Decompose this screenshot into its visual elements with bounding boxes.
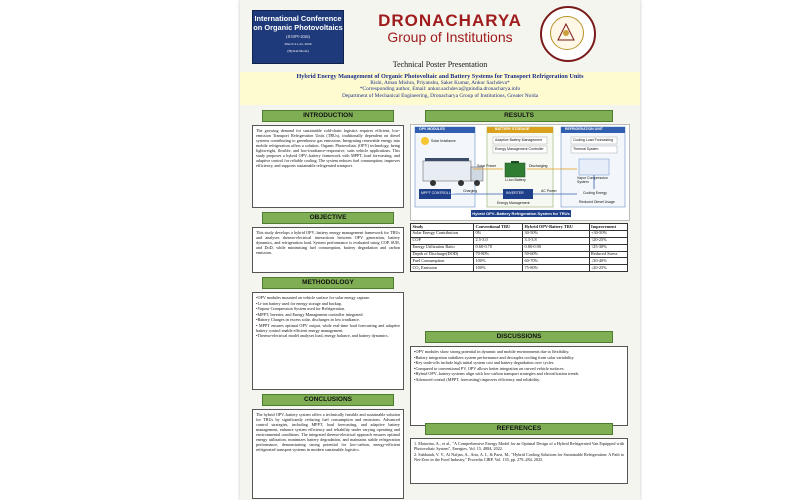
corresponding-author: *Corresponding author, Email: ankur.sachdeva@gnindia.dronacharya.info <box>359 86 521 93</box>
introduction-heading: INTRODUCTION <box>262 110 394 122</box>
table-cell: 50-60% <box>522 251 589 258</box>
truck-icon <box>423 161 471 181</box>
results-table-body <box>411 230 628 271</box>
table-cell: Fuel Consumption <box>411 258 474 265</box>
introduction-text: The growing demand for sustainable cold-chain logistics requires efficient, low-emission Transport Refrigeration Units (TRUs), traditionally dependent on diesel systems contributing to greenhouse gas emissions. Integrating renewable energy into mobile refrigeration offers a solution. Organic Photovoltaic (OPV) technology, being lightweight, flexible, and low-irradiance-responsive, suits vehicle applications. This study proposes a hybrid OPV–battery framework with MPPT, load forecasting, and adaptive control for reliable cooling. The system reduces fuel consumption, improves efficiency, and supports sustainable refrigerated transport. <box>256 128 400 168</box>
diagram-vcs: Vapor Compression System <box>577 176 608 184</box>
table-row <box>411 244 628 251</box>
methodology-item: •Thermo-electrical model analyses load, energy balance, and battery dynamics. <box>256 333 389 338</box>
conclusions-text: The hybrid OPV–battery system offers a technically feasible and sustainable solution for TRUs by significantly reducing fuel consumption and emissions. Advanced control strategies, including MPPT, load forecasting, and adaptive battery management, enhance system efficiency and reliability under varying operating and environmental conditions. The integrated thermo-electrical approach ensures optimal energy utilization, minimizes battery degradation, and maintains stable refrigeration performance, demonstrating strong potential for low-carbon, energy-efficient refrigerated transport systems in modern sustainable logistics. <box>256 412 400 452</box>
table-cell: 0.80-0.90 <box>522 244 589 251</box>
methodology-item: •Battery Charges in excess solar, discharges in low irradiance. <box>256 317 360 322</box>
references-box <box>410 438 628 484</box>
diagram-forecast: Energy Management Controller <box>495 147 544 151</box>
discussions-box <box>410 346 628 426</box>
diagram-solar-power: Solar Power <box>477 164 497 168</box>
diagram-reduced-diesel: Reduced Diesel Usage <box>579 200 615 204</box>
table-cell: 2.5-3.0 <box>474 237 523 244</box>
table-cell: 60-70% <box>522 258 589 265</box>
system-diagram <box>410 124 630 221</box>
institution-name: DRONACHARYA <box>378 11 522 30</box>
institution-seal-icon <box>540 6 596 62</box>
table-cell: ↓30-40% <box>589 258 627 265</box>
discussion-item: •Hybrid OPV–battery systems align with low-carbon transport strategies and electrification trends. <box>414 371 580 376</box>
diagram-ac-power: AC Power <box>541 189 557 193</box>
paper-authors: Rishi, Aman Mishra, Priyanshu, Saket Kumar, Ankur Sachdeva* <box>370 80 510 86</box>
table-cell: +30-50% <box>589 230 627 237</box>
table-cell: CO₂ Emission <box>411 265 474 272</box>
table-cell: 100% <box>474 258 523 265</box>
left-column <box>252 110 404 499</box>
methodology-item: •OPV modules mounted on vehicle surface for solar energy capture. <box>256 295 371 300</box>
methodology-item: •Li-ion battery used for energy storage and backup. <box>256 300 343 306</box>
results-table-header <box>411 224 628 231</box>
right-column <box>410 110 628 490</box>
conference-dates: March 21-22, 2026 <box>284 42 312 46</box>
table-cell: 30-50% <box>522 230 589 237</box>
diagram-inverter: INVERTER <box>506 191 524 195</box>
objective-text: This study develops a hybrid OPV–battery energy management framework for TRUs and analyses thermo-electrical interactions between OPV generation, battery dynamics, and refrigeration load. System performance is evaluated using COP, SUR, and DoD, while minimising fuel consumption, battery degradation and carbon emission. <box>256 230 400 255</box>
table-cell: 0.60-0.70 <box>474 244 523 251</box>
table-cell: Energy Utilization Ratio <box>411 244 474 251</box>
diagram-bms: Adaptive Battery Management <box>495 138 543 142</box>
table-cell: ↑25-30% <box>589 244 627 251</box>
table-row <box>411 265 628 272</box>
sun-icon <box>421 137 429 145</box>
conclusions-heading: CONCLUSIONS <box>262 394 394 406</box>
table-cell: ↓20-25% <box>589 265 627 272</box>
diagram-thermal: Thermal System <box>573 147 599 151</box>
table-cell: Solar Energy Contribution <box>411 230 474 237</box>
introduction-box <box>252 125 404 208</box>
poster <box>240 0 640 500</box>
diagram-refrig-title: REFRIGERATION UNIT <box>565 127 603 131</box>
table-cell: Reduced Stress <box>589 251 627 258</box>
diagram-charging: Charging <box>463 189 478 193</box>
references-list <box>414 441 624 462</box>
department: Department of Mechanical Engineering, Dronacharya Group of Institutions, Greater Noida <box>342 92 538 99</box>
battery-icon <box>505 163 525 177</box>
conclusions-box <box>252 409 404 499</box>
reference-item: 1. Maiorino, A., et al., "A Comprehensive Energy Model for an Optimal Design of a Hybrid Refrigerated Van Equipped with Photovoltaic System", Energies, Vol. 15, 4884, 2022. <box>414 441 624 451</box>
diagram-opv-title: OPV MODULES <box>419 127 445 131</box>
methodology-list <box>256 295 400 338</box>
refrigeration-unit-icon <box>579 159 609 175</box>
results-heading: RESULTS <box>425 110 613 122</box>
diagram-caption: Hybrid OPV–Battery Refrigeration System for TRUs <box>472 211 570 216</box>
discussion-item: •Compared to conventional PV, OPV allows better integration on curved vehicle surfaces. <box>414 365 565 371</box>
table-cell: ↑20-25% <box>589 237 627 244</box>
methodology-box <box>252 292 404 390</box>
table-cell: 75-80% <box>522 265 589 272</box>
table-header-cell: Hybrid OPV-Battery TRU <box>522 224 589 231</box>
references-heading: REFERENCES <box>425 423 613 435</box>
title-band <box>240 72 640 105</box>
discussion-item: •OPV modules show strong potential in dynamic and mobile environments due to flexibility. <box>414 349 570 354</box>
diagram-battery: Li-ion Battery <box>505 178 526 182</box>
table-row <box>411 258 628 265</box>
results-table <box>410 223 628 272</box>
table-header-cell: Conventional TRU <box>474 224 523 231</box>
diagram-solar: Solar Irradiance <box>431 139 456 143</box>
table-header-cell: Improvement <box>589 224 627 231</box>
discussion-item: •Advanced control (MPPT, forecasting) improves efficiency and reliability. <box>414 376 541 382</box>
diagram-cooling-energy: Cooling Energy <box>583 191 607 195</box>
discussion-item: •Key trade-offs include high initial system cost and battery degradation over cycles. <box>414 360 555 365</box>
methodology-item: • MPPT ensures optimal OPV output, while real-time load forecasting and adaptive battery control enable efficient energy management. <box>256 322 400 333</box>
discussions-list <box>414 349 624 382</box>
conference-mode: (Hybrid Mode) <box>287 49 309 53</box>
objective-box <box>252 227 404 273</box>
institution-subtitle: Group of Institutions <box>387 29 513 45</box>
institution-logo <box>360 12 540 45</box>
reference-item: 2. Subbaiah, V. V., Al Nafjan, A., Aria, A. I., & Parsi, M., "Hybrid Cooling Solutions for Sustainable Refrigeration: A Path to Net-Zero in the Food Industry," Procedia CIRP, Vol. 135, pp. 279–284, 2025. <box>414 451 624 462</box>
table-row <box>411 251 628 258</box>
conference-badge <box>252 10 344 64</box>
table-row <box>411 230 628 237</box>
discussions-heading: DISCUSSIONS <box>425 331 613 343</box>
diagram-battery-title: BATTERY STORAGE <box>495 127 530 131</box>
table-header-cell: Study <box>411 224 474 231</box>
conference-code: (ICOPV-2026) <box>286 34 310 39</box>
table-cell: 70-80% <box>474 251 523 258</box>
methodology-heading: METHODOLOGY <box>262 277 394 289</box>
diagram-discharging: Discharging <box>529 164 548 168</box>
references-section <box>410 423 628 484</box>
table-cell: 100% <box>474 265 523 272</box>
table-row <box>411 237 628 244</box>
table-cell: 0% <box>474 230 523 237</box>
discussions-section <box>410 331 628 426</box>
table-cell: COP <box>411 237 474 244</box>
diagram-cooling: Cooling Load Forecasting <box>573 138 613 142</box>
methodology-item: •Vapour Compression System used for Refrigeration. <box>256 306 346 311</box>
diagram-mppt: MPPT CONTROLLER <box>421 191 456 195</box>
objective-heading: OBJECTIVE <box>262 212 394 224</box>
table-cell: Depth of Discharge(DOD) <box>411 251 474 258</box>
conference-title: International Conference on Organic Photovoltaics <box>253 14 343 32</box>
discussion-item: •Battery integration stabilizes system performance and decouples cooling from solar variability. <box>414 354 575 360</box>
diagram-energy-mgmt: Energy Management <box>497 201 530 205</box>
poster-type-label: Technical Poster Presentation <box>392 60 488 69</box>
methodology-item: •MPPT, Inverter, and Energy Management controller integrated. <box>256 311 364 317</box>
table-cell: 3.3-3.8 <box>522 237 589 244</box>
paper-title: Hybrid Energy Management of Organic Photovoltaic and Battery Systems for Transport Refrigeration Units <box>296 73 584 80</box>
